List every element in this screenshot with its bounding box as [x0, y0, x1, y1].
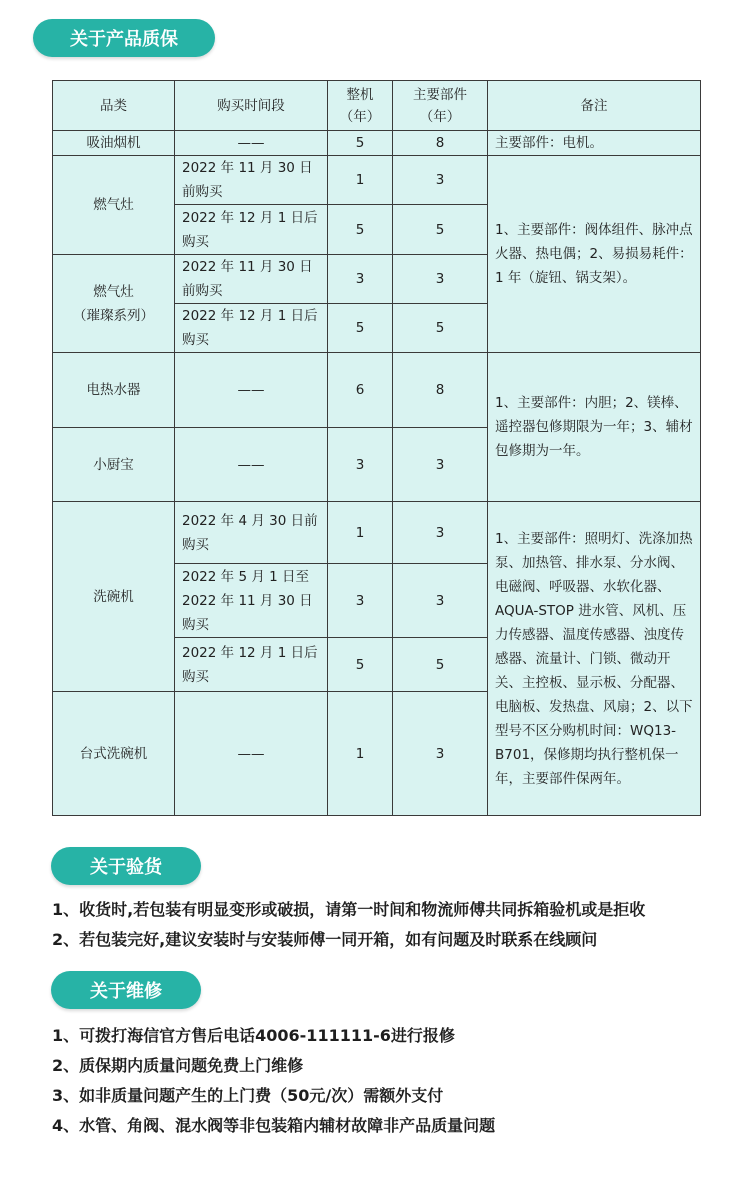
- cell-parts: 5: [393, 205, 488, 255]
- category-line1: 燃气灶: [93, 283, 134, 300]
- repair-section-title: 关于维修: [51, 971, 201, 1009]
- category-line2: （璀璨系列）: [73, 307, 154, 324]
- cell-whole: 5: [328, 131, 393, 156]
- inspection-section-title: 关于验货: [51, 847, 201, 885]
- header-parts-line2: （年）: [419, 108, 461, 125]
- repair-list: [52, 1021, 495, 1141]
- table-row: [53, 353, 701, 428]
- table-row: [53, 156, 701, 205]
- header-parts: [393, 81, 488, 131]
- header-whole: [328, 81, 393, 131]
- cell-parts: 3: [393, 255, 488, 304]
- cell-parts: 3: [393, 564, 488, 638]
- cell-period: 2022 年 4 月 30 日前购买: [175, 502, 328, 564]
- header-parts-line1: 主要部件: [413, 86, 467, 103]
- header-note: 备注: [488, 81, 701, 131]
- cell-category: 小厨宝: [53, 428, 175, 502]
- cell-whole: 3: [328, 564, 393, 638]
- cell-whole: 3: [328, 255, 393, 304]
- cell-whole: 6: [328, 353, 393, 428]
- cell-category: 台式洗碗机: [53, 692, 175, 816]
- cell-period: 2022 年 5 月 1 日至 2022 年 11 月 30 日购买: [175, 564, 328, 638]
- header-period: 购买时间段: [175, 81, 328, 131]
- cell-period: ——: [175, 692, 328, 816]
- list-item: 3、如非质量问题产生的上门费（50元/次）需额外支付: [52, 1086, 444, 1105]
- cell-period: ——: [175, 353, 328, 428]
- cell-parts: 5: [393, 638, 488, 692]
- cell-parts: 8: [393, 353, 488, 428]
- header-whole-line2: （年）: [339, 108, 381, 125]
- cell-whole: 3: [328, 428, 393, 502]
- cell-period: ——: [175, 131, 328, 156]
- cell-period: 2022 年 12 月 1 日后购买: [175, 638, 328, 692]
- cell-whole: 5: [328, 304, 393, 353]
- table-row: [53, 502, 701, 564]
- list-item: 2、质保期内质量问题免费上门维修: [52, 1056, 304, 1075]
- cell-parts: 3: [393, 502, 488, 564]
- cell-period: 2022 年 11 月 30 日前购买: [175, 255, 328, 304]
- list-item: 4、水管、角阀、混水阀等非包装箱内辅材故障非产品质量问题: [52, 1116, 496, 1135]
- cell-note: 1、主要部件：内胆；2、镁棒、遥控器包修期限为一年；3、辅材包修期为一年。: [488, 353, 701, 502]
- cell-whole: 5: [328, 205, 393, 255]
- cell-whole: 5: [328, 638, 393, 692]
- header-whole-line1: 整机: [346, 86, 374, 103]
- cell-whole: 1: [328, 692, 393, 816]
- cell-whole: 1: [328, 156, 393, 205]
- cell-parts: 3: [393, 156, 488, 205]
- cell-category: 燃气灶: [53, 156, 175, 255]
- cell-note: 1、主要部件：阀体组件、脉冲点火器、热电偶；2、易损易耗件：1 年（旋钮、锅支架）。: [488, 156, 701, 353]
- cell-category: 洗碗机: [53, 502, 175, 692]
- cell-parts: 3: [393, 428, 488, 502]
- warranty-table: [52, 80, 701, 816]
- cell-category: 电热水器: [53, 353, 175, 428]
- table-row: [53, 131, 701, 156]
- inspection-list: [52, 895, 645, 955]
- cell-period: 2022 年 12 月 1 日后购买: [175, 304, 328, 353]
- list-item: 1、可拨打海信官方售后电话4006-111111-6进行报修: [52, 1026, 455, 1045]
- cell-parts: 3: [393, 692, 488, 816]
- list-item: 1、收货时,若包装有明显变形或破损，请第一时间和物流师傅共同拆箱验机或是拒收: [52, 900, 646, 919]
- header-category: 品类: [53, 81, 175, 131]
- cell-parts: 5: [393, 304, 488, 353]
- cell-category: [53, 255, 175, 353]
- cell-period: ——: [175, 428, 328, 502]
- cell-note: 主要部件：电机。: [488, 131, 701, 156]
- warranty-section-title: 关于产品质保: [33, 19, 215, 57]
- cell-period: 2022 年 11 月 30 日前购买: [175, 156, 328, 205]
- table-header-row: [53, 81, 701, 131]
- list-item: 2、若包装完好,建议安装时与安装师傅一同开箱，如有问题及时联系在线顾问: [52, 930, 598, 949]
- cell-parts: 8: [393, 131, 488, 156]
- cell-period: 2022 年 12 月 1 日后购买: [175, 205, 328, 255]
- cell-whole: 1: [328, 502, 393, 564]
- cell-note: 1、主要部件：照明灯、洗涤加热泵、加热管、排水泵、分水阀、电磁阀、呼吸器、水软化器、AQUA-STOP 进水管、风机、压力传感器、温度传感器、浊度传感器、流量计、门锁、微动开关、主控板、显示板、分配器、电脑板、发热盘、风扇；2、以下型号不区分购机时间：WQ13-B701，保修期均执行整机保一年，主要部件保两年。: [488, 502, 701, 816]
- cell-category: 吸油烟机: [53, 131, 175, 156]
